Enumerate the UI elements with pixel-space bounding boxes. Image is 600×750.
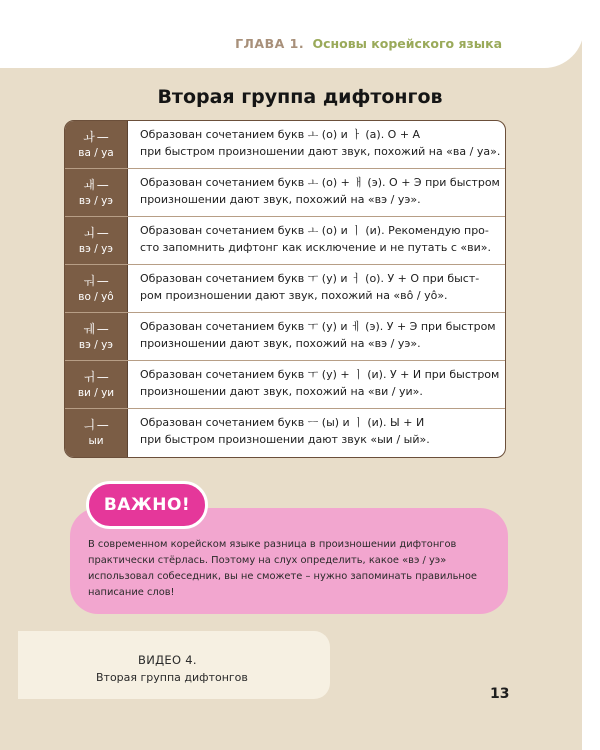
diphthong-cell	[65, 169, 128, 216]
table-row	[65, 265, 505, 313]
chapter-header	[235, 36, 502, 51]
chapter-label: ГЛАВА 1.	[235, 36, 305, 51]
table-row	[65, 409, 505, 457]
diphthong-glyph: ㅝ —	[83, 273, 109, 288]
video-title: Вторая группа дифтонгов	[96, 671, 248, 684]
diphthong-description: Образован сочетанием букв ㅡ (ы) и ㅣ (и). Ы + И при быстром произношении дают звук «ыи / ый».	[140, 416, 430, 446]
chapter-title: Основы корейского языка	[312, 36, 502, 51]
table-row	[65, 313, 505, 361]
diphthong-reading: ыи	[88, 435, 104, 447]
diphthong-description: Образован сочетанием букв ㅜ (у) + ㅣ (и). У + И при быстром произношении дают звук, похожий на «ви / уи».	[140, 368, 500, 398]
video-label: ВИДЕО 4.	[138, 653, 197, 667]
diphthong-reading: ва / уа	[78, 146, 114, 159]
diphthong-glyph: ㅞ —	[83, 321, 109, 336]
diphthong-cell	[65, 217, 128, 264]
diphthong-description: Образован сочетанием букв ㅜ (у) и ㅓ (о). У + О при быст- ром произношении дают звук, похожий на «вô / уô».	[140, 272, 480, 302]
diphthong-cell	[65, 313, 128, 360]
diphthong-description: Образован сочетанием букв ㅗ (о) и ㅏ (а). О + А при быстром произношении дают звук, похожий на «ва / уа».	[140, 128, 501, 158]
diphthong-cell	[65, 409, 128, 457]
diphthong-reading: во / уô	[78, 290, 114, 303]
diphthong-cell	[65, 265, 128, 312]
diphthong-glyph: ㅟ —	[83, 369, 109, 384]
diphthong-description: Образован сочетанием букв ㅗ (о) и ㅣ (и). Рекомендую про- сто запомнить дифтонг как исключение и не путать с «ви».	[140, 224, 491, 254]
diphthong-glyph: ㅙ —	[83, 177, 109, 192]
table-row	[65, 361, 505, 409]
diphthong-reading: ви / уи	[77, 386, 115, 399]
page-number: 13	[490, 686, 510, 702]
diphthong-description: Образован сочетанием букв ㅜ (у) и ㅔ (э). У + Э при быстром произношении дают звук, похожий на «вэ / уэ».	[140, 320, 496, 350]
diphthong-reading: вэ / уэ	[78, 338, 114, 351]
table-row	[65, 169, 505, 217]
important-badge: ВАЖНО!	[86, 481, 208, 529]
diphthong-description: Образован сочетанием букв ㅗ (о) + ㅐ (э). О + Э при быстром произношении дают звук, похожий на «вэ / уэ».	[140, 176, 500, 206]
diphthong-cell	[65, 121, 128, 168]
diphthong-table	[64, 120, 506, 458]
header-band	[0, 0, 584, 68]
diphthong-glyph: ㅘ —	[83, 129, 109, 144]
table-row	[65, 217, 505, 265]
diphthong-reading: вэ / уэ	[78, 242, 114, 255]
diphthong-glyph: ㅢ —	[83, 418, 109, 432]
diphthong-reading: вэ / уэ	[78, 194, 114, 207]
table-row	[65, 121, 505, 169]
section-title: Вторая группа дифтонгов	[157, 86, 443, 108]
diphthong-cell	[65, 361, 128, 408]
diphthong-glyph: ㅚ —	[83, 225, 109, 240]
page-edge	[582, 0, 600, 750]
important-note-text: В современном корейском языке разница в произношении дифтонгов практически стёрлась. Поэтому на слух определить, какое «вэ / уэ» использовал собеседник, вы не сможете – нужно запоминать правильное написание слов!	[88, 539, 477, 598]
